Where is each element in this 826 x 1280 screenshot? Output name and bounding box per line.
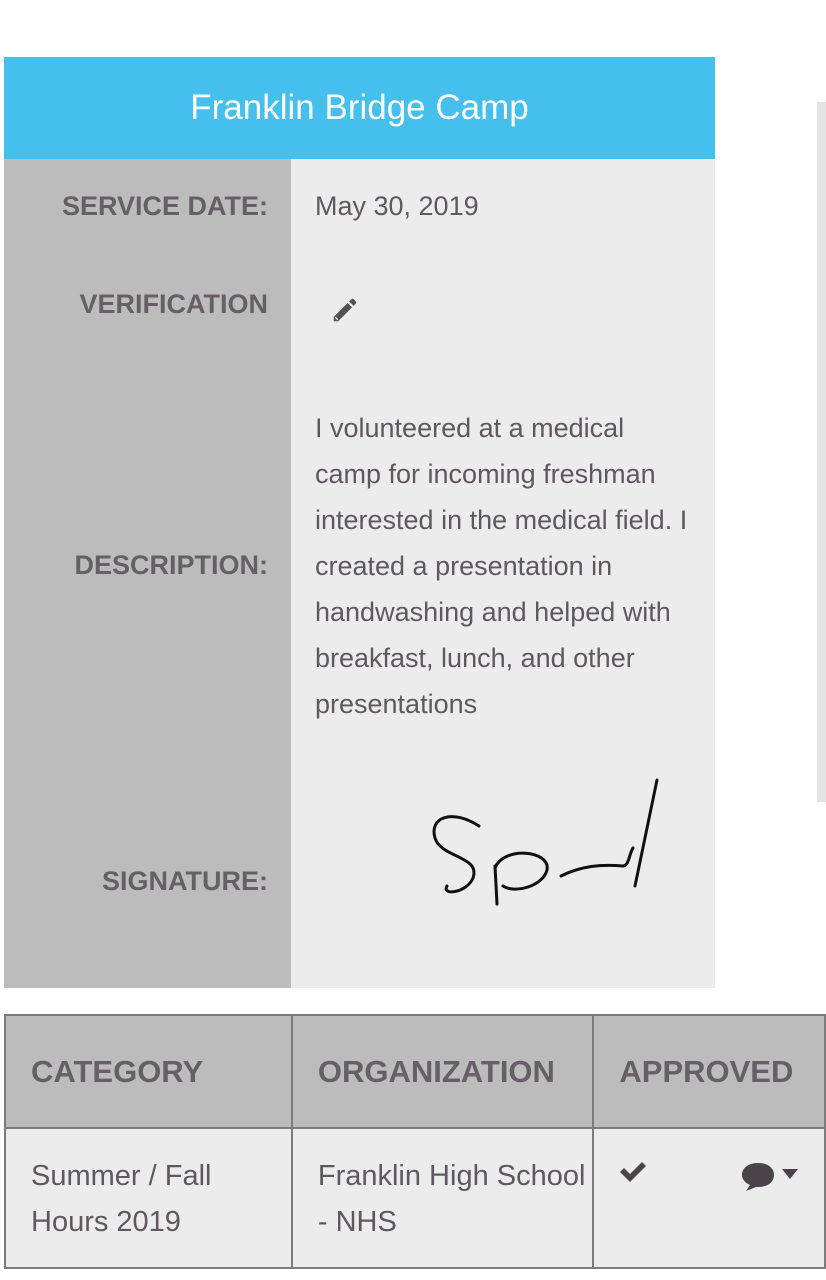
signature-image	[411, 778, 691, 918]
table-row	[5, 1128, 825, 1268]
scrollbar[interactable]	[817, 102, 826, 802]
description-row	[4, 356, 715, 775]
service-date-row	[4, 159, 715, 253]
description-value	[291, 356, 715, 775]
signature-value	[291, 775, 715, 988]
detail-rows	[4, 159, 715, 988]
approved-header: APPROVED	[593, 1015, 825, 1128]
verification-label: VERIFICATION	[4, 253, 291, 356]
signature-row	[4, 775, 715, 988]
description-text: I volunteered at a medical camp for incoming freshman interested in the medical field. I created a presentation in handwashing and helped with breakfast, lunch, and other presentations	[315, 412, 688, 719]
check-icon	[618, 1159, 648, 1185]
approved-cell	[593, 1128, 825, 1268]
category-cell: Summer / Fall Hours 2019	[5, 1128, 292, 1268]
organization-header: ORGANIZATION	[292, 1015, 594, 1128]
table-header-row	[5, 1015, 825, 1128]
comment-dropdown-icon[interactable]	[740, 1159, 804, 1193]
card-title: Franklin Bridge Camp	[4, 57, 715, 159]
service-card	[4, 57, 715, 988]
service-date-label: SERVICE DATE:	[4, 159, 291, 253]
verification-value	[291, 253, 715, 356]
service-date-value: May 30, 2019	[291, 159, 715, 253]
verification-row	[4, 253, 715, 356]
hours-table	[4, 1014, 826, 1269]
category-header: CATEGORY	[5, 1015, 292, 1128]
signature-label: SIGNATURE:	[4, 775, 291, 988]
description-label: DESCRIPTION:	[4, 356, 291, 775]
pencil-icon[interactable]	[330, 295, 360, 325]
organization-cell: Franklin High School - NHS	[292, 1128, 594, 1268]
signature-area	[291, 775, 715, 988]
